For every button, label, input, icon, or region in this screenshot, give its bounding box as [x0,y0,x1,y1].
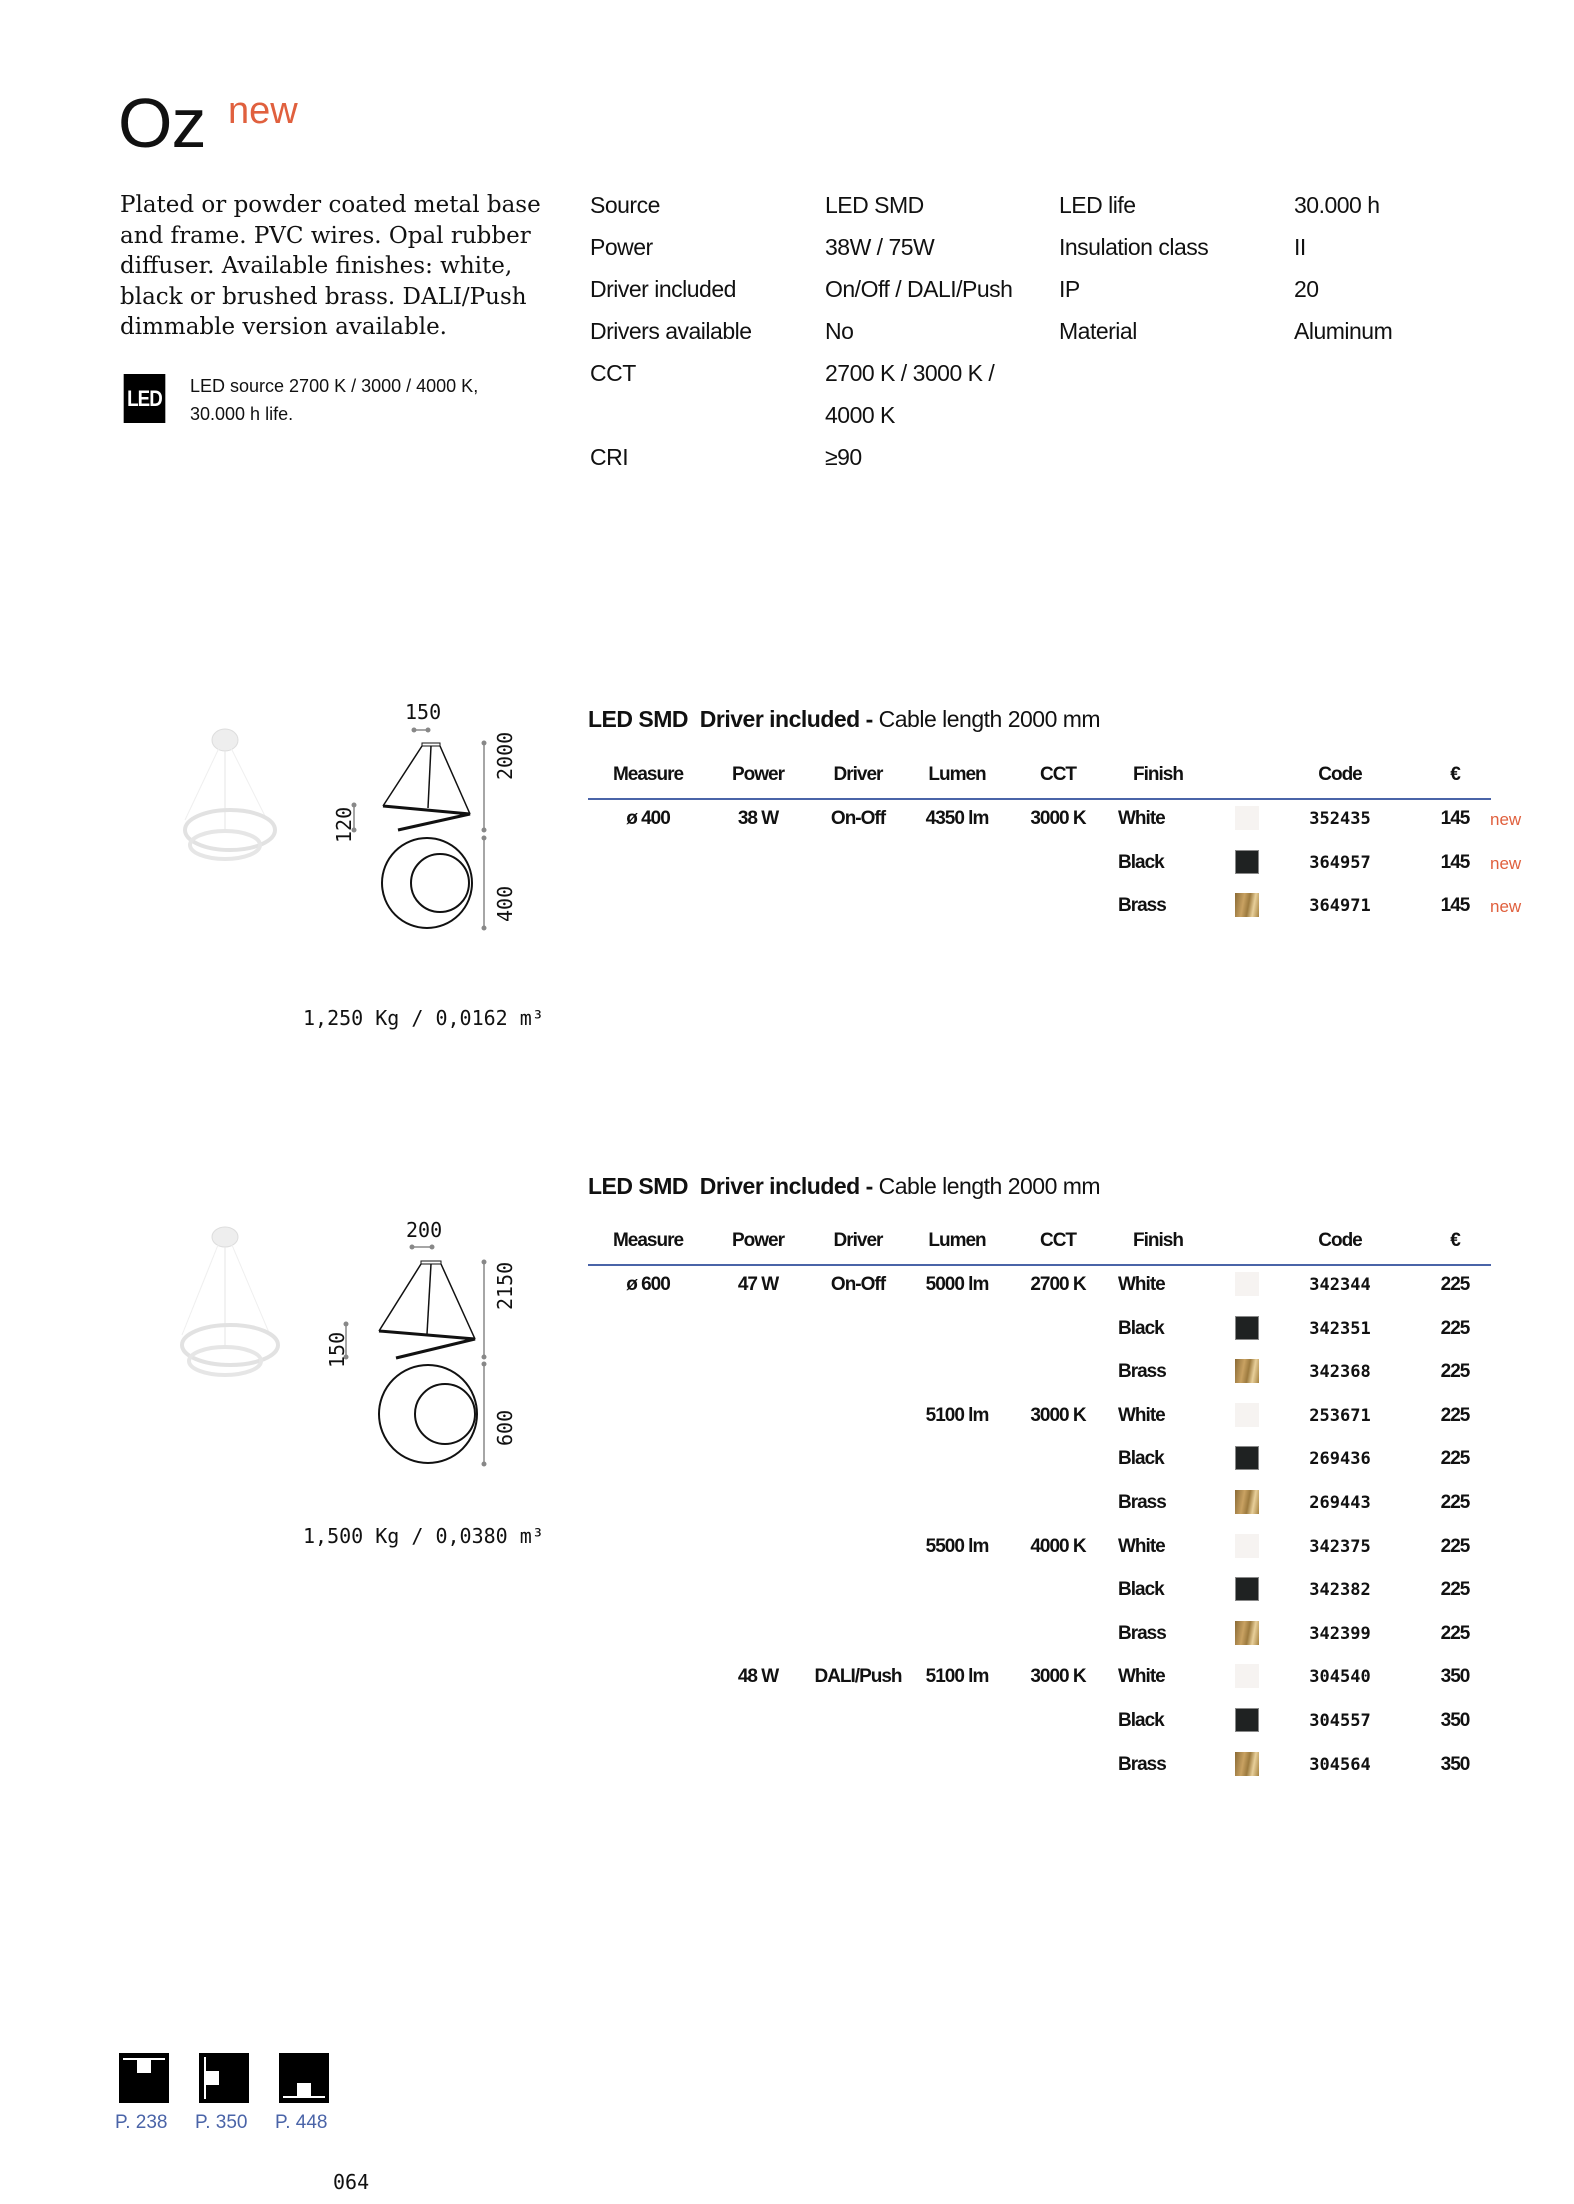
cell-price: 350 [1440,1666,1470,1688]
led-icon: LED [124,374,166,423]
column-header: Lumen [928,764,986,785]
column-header: € [1450,1230,1460,1251]
cell-finish: Brass [1118,1361,1166,1383]
column-header: Power [731,764,785,785]
related-link[interactable] [195,2053,249,2134]
column-header: Code [1318,764,1362,785]
spec-value: II [1294,234,1306,260]
cell-code: 342382 [1309,1580,1371,1601]
cell-finish: Black [1118,1448,1164,1470]
spec-label: Material [1059,318,1137,344]
finish-swatch-white [1235,806,1259,830]
cell-cct: 2700 K [1030,1274,1086,1295]
cell-price: 225 [1440,1404,1470,1426]
weight-volume: 1,500 Kg / 0,0380 m³ [303,1524,544,1548]
cell-driver: On-Off [830,808,886,829]
cell-power: 47 W [737,1274,779,1295]
dim-height-total: 2000 [493,731,517,780]
spec-label: LED life [1059,192,1136,218]
section-title-source: LED SMD [588,706,688,732]
spec-value: 2700 K / 3000 K / [825,360,995,386]
spec-value-cont: 4000 K [825,402,895,428]
dim-top-width: 200 [406,1218,443,1242]
section-title-driver: Driver included - [699,1173,873,1199]
led-note-line2: 30.000 h life. [190,404,294,424]
section-title-source: LED SMD [588,1173,688,1199]
spec-label: CCT [590,360,636,386]
cell-finish: White [1118,1404,1165,1426]
cell-price: 225 [1440,1492,1470,1513]
cell-lumen: 5100 lm [925,1666,989,1688]
finish-swatch-brass [1235,1752,1259,1776]
dim-height-total: 2150 [493,1261,517,1310]
spec-value: No [825,318,854,344]
section-title-cable: Cable length 2000 mm [878,1173,1101,1199]
spec-value: ≥90 [825,444,862,470]
related-page-label[interactable]: P. 448 [275,2112,328,2133]
product-description: Plated or powder coated metal base and frame. PVC wires. Opal rubber diffuser. Available finishes: white, black or brushed brass. DALI/Push dimmable version available. [120,192,541,340]
cell-cct: 3000 K [1030,808,1086,829]
cell-finish: Black [1118,851,1164,873]
finish-swatch-brass [1235,1359,1259,1383]
finish-swatch-brass [1235,1621,1259,1645]
column-header: Lumen [928,1230,986,1251]
cell-finish: Brass [1118,895,1166,917]
cell-finish: Brass [1118,1492,1166,1513]
cell-finish: White [1118,808,1165,829]
spec-label: CRI [590,444,629,470]
cell-code: 364971 [1309,896,1371,917]
section-title [588,1173,1100,1200]
cell-code: 342344 [1309,1275,1371,1295]
cell-cct: 4000 K [1030,1535,1086,1557]
cell-measure: ø 600 [626,1274,670,1295]
dim-diameter: 400 [493,885,517,922]
finish-swatch-black [1235,850,1259,874]
cell-finish: White [1118,1274,1165,1295]
column-header: Power [731,1230,785,1251]
finish-swatch-brass [1235,1490,1259,1514]
finish-swatch-black [1235,1708,1259,1732]
new-tag: new [1490,853,1522,873]
cell-price: 225 [1440,1361,1470,1383]
cell-power: 48 W [737,1666,779,1688]
cell-code: 342375 [1309,1536,1371,1557]
product-photo [170,1225,300,1385]
cell-code: 253671 [1309,1405,1371,1426]
spec-value: 38W / 75W [825,234,935,260]
cell-price: 145 [1440,808,1470,829]
cell-code: 342399 [1309,1623,1371,1644]
dim-ring-height: 150 [325,1331,349,1368]
finish-swatch-black [1235,1316,1259,1340]
cell-price: 145 [1440,851,1470,873]
cell-price: 225 [1440,1579,1470,1601]
dim-ring-height: 120 [332,806,356,843]
led-note [190,372,550,428]
header-rule [588,798,1491,800]
cell-code: 304564 [1309,1754,1371,1775]
cell-lumen: 5000 lm [925,1274,989,1295]
column-header: CCT [1039,764,1077,785]
related-page-label[interactable]: P. 238 [115,2112,168,2133]
finish-swatch-white [1235,1664,1259,1688]
column-header: Measure [612,764,684,785]
cell-code: 269436 [1309,1449,1371,1470]
spec-value: 30.000 h [1294,192,1380,218]
cell-price: 225 [1440,1317,1470,1339]
spec-label: Power [590,234,653,260]
column-header: Driver [833,764,883,785]
dim-top-width: 150 [405,700,442,724]
cell-finish: White [1118,1666,1165,1688]
cell-price: 145 [1440,895,1470,917]
spec-label: Insulation class [1059,234,1209,260]
cell-code: 342368 [1309,1362,1371,1383]
spec-label: Source [590,192,660,218]
finish-swatch-black [1235,1577,1259,1601]
cell-finish: Brass [1118,1622,1166,1644]
ceiling-mount-icon [119,2053,169,2103]
column-header: Measure [612,1230,684,1251]
floor-mount-icon [279,2053,329,2103]
finish-swatch-brass [1235,893,1259,917]
cell-power: 38 W [737,808,779,829]
product-title: Oz [118,84,206,162]
section-title [588,706,1100,733]
cell-finish: White [1118,1535,1165,1557]
column-header: Finish [1133,764,1183,785]
spec-label: Driver included [590,276,736,302]
cell-finish: Black [1118,1579,1164,1601]
cell-price: 225 [1440,1448,1470,1470]
cell-lumen: 4350 lm [925,808,989,829]
cell-price: 350 [1440,1710,1470,1731]
spec-value: LED SMD [825,192,924,218]
cell-code: 304540 [1309,1667,1371,1688]
page-number: 064 [333,2170,370,2194]
cell-lumen: 5100 lm [925,1404,989,1426]
led-note-line1: LED source 2700 K / 3000 / 4000 K, [190,376,479,396]
cell-cct: 3000 K [1030,1666,1086,1688]
column-header: Driver [833,1230,883,1251]
finish-swatch-white [1235,1272,1259,1296]
header-rule [588,1264,1491,1266]
cell-finish: Black [1118,1317,1164,1339]
column-header: € [1450,764,1460,785]
new-tag: new [1490,810,1522,829]
cell-finish: Brass [1118,1753,1166,1775]
dim-diameter: 600 [493,1409,517,1446]
column-header: Finish [1133,1230,1183,1251]
cell-code: 352435 [1309,809,1371,829]
related-link[interactable] [275,2053,329,2134]
new-tag: new [1490,897,1522,917]
cell-code: 364957 [1309,852,1371,873]
finish-swatch-white [1235,1403,1259,1427]
spec-value: Aluminum [1294,318,1393,344]
related-link[interactable] [115,2053,169,2134]
spec-value: On/Off / DALI/Push [825,276,1013,302]
cell-code: 342351 [1309,1318,1371,1339]
column-header: Code [1318,1230,1362,1251]
weight-volume: 1,250 Kg / 0,0162 m³ [303,1006,544,1030]
section-title-cable: Cable length 2000 mm [878,706,1101,732]
wall-mount-icon [199,2053,249,2103]
column-header: CCT [1039,1230,1077,1251]
cell-code: 269443 [1309,1493,1371,1513]
spec-label: Drivers available [590,318,752,344]
cell-price: 225 [1440,1535,1470,1557]
cell-driver: DALI/Push [814,1666,902,1688]
cell-cct: 3000 K [1030,1404,1086,1426]
finish-swatch-white [1235,1534,1259,1558]
spec-label: IP [1059,276,1080,302]
cell-price: 225 [1440,1274,1470,1295]
section-title-driver: Driver included - [699,706,873,732]
finish-swatch-black [1235,1446,1259,1470]
cell-price: 350 [1440,1753,1470,1775]
cell-driver: On-Off [830,1274,886,1295]
cell-price: 225 [1440,1622,1470,1644]
cell-measure: ø 400 [626,808,670,829]
spec-value: 20 [1294,276,1319,302]
cell-code: 304557 [1309,1711,1371,1731]
related-page-label[interactable]: P. 350 [195,2112,248,2133]
product-photo [175,720,295,870]
cell-lumen: 5500 lm [925,1535,989,1557]
cell-finish: Black [1118,1710,1164,1731]
new-badge: new [228,90,298,132]
